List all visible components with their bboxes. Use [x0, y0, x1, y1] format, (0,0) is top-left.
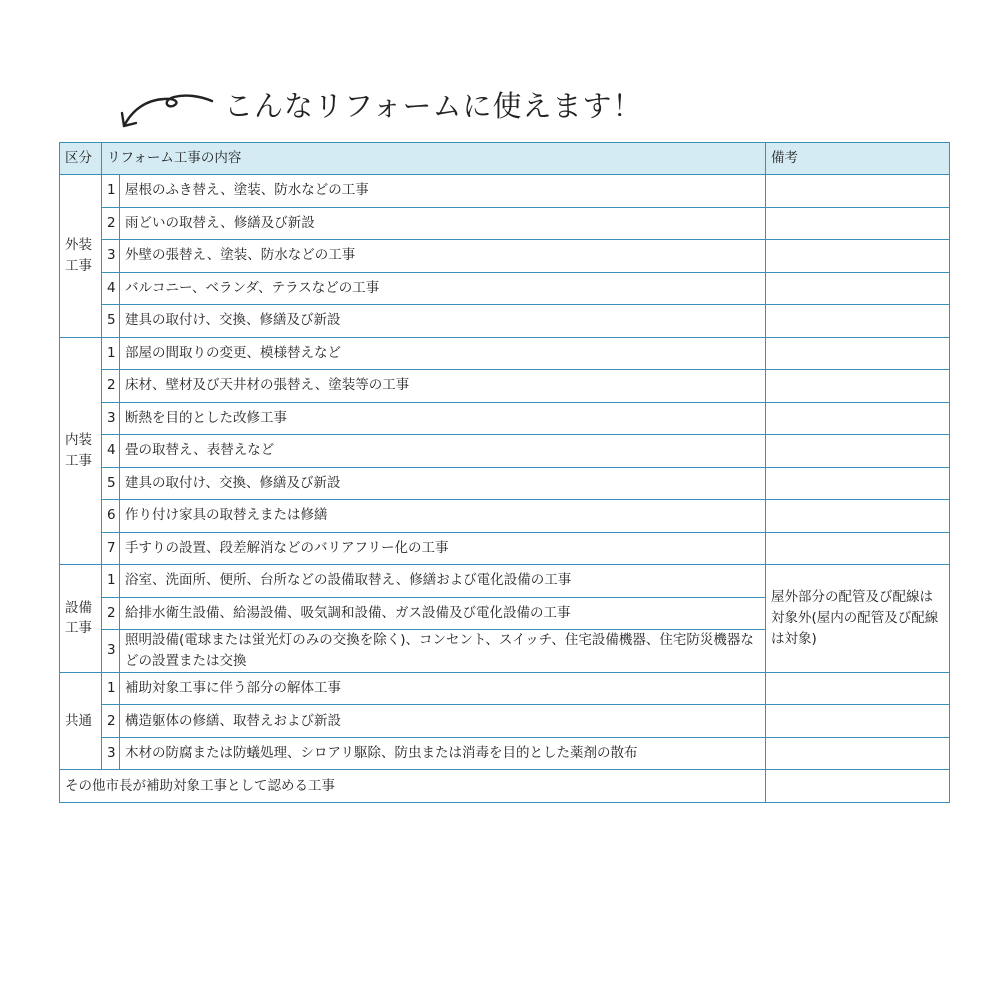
item-number: 3	[102, 630, 120, 673]
item-text: 作り付け家具の取替えまたは修繕	[120, 500, 766, 533]
item-number: 4	[102, 435, 120, 468]
table-row	[60, 532, 950, 565]
note-cell	[766, 705, 950, 738]
item-number: 3	[102, 240, 120, 273]
table-row	[60, 500, 950, 533]
item-number: 1	[102, 175, 120, 208]
item-number: 2	[102, 705, 120, 738]
header-category: 区分	[60, 143, 102, 175]
note-cell	[766, 175, 950, 208]
note-cell	[766, 272, 950, 305]
item-text: 補助対象工事に伴う部分の解体工事	[120, 672, 766, 705]
table-row	[60, 435, 950, 468]
note-cell	[766, 532, 950, 565]
item-number: 4	[102, 272, 120, 305]
item-text: 建具の取付け、交換、修繕及び新設	[120, 467, 766, 500]
item-text: 給排水衛生設備、給湯設備、吸気調和設備、ガス設備及び電化設備の工事	[120, 597, 766, 630]
note-cell	[766, 467, 950, 500]
note-cell	[766, 240, 950, 273]
reform-table	[59, 142, 950, 803]
table-row	[60, 207, 950, 240]
category-label: 内装	[65, 431, 92, 448]
category-label: 外装	[65, 236, 92, 253]
note-cell: 屋外部分の配管及び配線は対象外(屋内の配管及び配線は対象)	[766, 565, 950, 673]
item-text: 畳の取替え、表替えなど	[120, 435, 766, 468]
item-text: 構造躯体の修繕、取替えおよび新設	[120, 705, 766, 738]
item-number: 2	[102, 597, 120, 630]
header-content: リフォーム工事の内容	[102, 143, 766, 175]
table-footer-row	[60, 770, 950, 803]
curved-arrow-icon	[116, 86, 216, 134]
item-number: 2	[102, 207, 120, 240]
item-text: 部屋の間取りの変更、模様替えなど	[120, 337, 766, 370]
item-number: 1	[102, 672, 120, 705]
item-number: 6	[102, 500, 120, 533]
item-text: 雨どいの取替え、修繕及び新設	[120, 207, 766, 240]
item-number: 2	[102, 370, 120, 403]
header-notes: 備考	[766, 143, 950, 175]
page-title: こんなリフォームに使えます！	[224, 89, 643, 123]
table-row	[60, 370, 950, 403]
item-text: 屋根のふき替え、塗装、防水などの工事	[120, 175, 766, 208]
item-text: 手すりの設置、段差解消などのバリアフリー化の工事	[120, 532, 766, 565]
table-row	[60, 402, 950, 435]
item-number: 7	[102, 532, 120, 565]
item-text: 木材の防腐または防蟻処理、シロアリ駆除、防虫または消毒を目的とした薬剤の散布	[120, 737, 766, 770]
note-cell	[766, 672, 950, 705]
note-cell	[766, 305, 950, 338]
note-cell	[766, 737, 950, 770]
item-number: 1	[102, 565, 120, 598]
table-row	[60, 272, 950, 305]
item-number: 5	[102, 305, 120, 338]
category-label: 工事	[65, 620, 92, 637]
category-cell	[60, 175, 102, 338]
category-cell	[60, 337, 102, 565]
note-cell	[766, 337, 950, 370]
table-row	[60, 737, 950, 770]
table-row	[60, 565, 950, 598]
item-text: 建具の取付け、交換、修繕及び新設	[120, 305, 766, 338]
item-text: 外壁の張替え、塗装、防水などの工事	[120, 240, 766, 273]
table-row	[60, 467, 950, 500]
note-cell	[766, 207, 950, 240]
item-text: バルコニー、ベランダ、テラスなどの工事	[120, 272, 766, 305]
category-label: 設備	[65, 599, 92, 616]
category-cell	[60, 565, 102, 673]
item-number: 1	[102, 337, 120, 370]
note-cell	[766, 370, 950, 403]
category-label: 工事	[65, 257, 92, 274]
note-cell	[766, 402, 950, 435]
heading-area	[116, 78, 716, 134]
table-row	[60, 337, 950, 370]
note-cell	[766, 770, 950, 803]
category-cell	[60, 672, 102, 770]
item-number: 3	[102, 737, 120, 770]
category-label: 工事	[65, 452, 92, 469]
note-cell	[766, 500, 950, 533]
item-number: 3	[102, 402, 120, 435]
table-row	[60, 705, 950, 738]
table-row	[60, 240, 950, 273]
table-row	[60, 672, 950, 705]
table-row	[60, 175, 950, 208]
note-cell	[766, 435, 950, 468]
category-label: 共通	[65, 712, 92, 729]
item-text: 床材、壁材及び天井材の張替え、塗装等の工事	[120, 370, 766, 403]
item-number: 5	[102, 467, 120, 500]
table-row	[60, 305, 950, 338]
item-text: 浴室、洗面所、便所、台所などの設備取替え、修繕および電化設備の工事	[120, 565, 766, 598]
table-header-row	[60, 143, 950, 175]
item-text: 照明設備(電球または蛍光灯のみの交換を除く)、コンセント、スイッチ、住宅設備機器、住宅防災機器などの設置または交換	[120, 630, 766, 673]
footer-text: その他市長が補助対象工事として認める工事	[60, 770, 766, 803]
item-text: 断熱を目的とした改修工事	[120, 402, 766, 435]
